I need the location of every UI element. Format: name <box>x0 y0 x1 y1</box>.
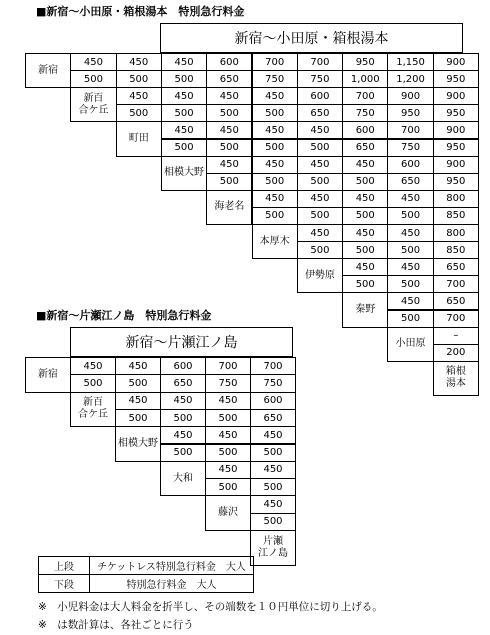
fare-cell-upper: 600 <box>206 53 252 71</box>
station-cell: 海老名 <box>206 190 252 225</box>
fare-cell-upper: 450 <box>252 156 298 174</box>
fare-cell-lower: 500 <box>161 70 207 88</box>
fare-cell-lower: 500 <box>116 104 162 122</box>
fare-cell-upper: 450 <box>205 392 251 410</box>
fare-cell-lower: 700 <box>433 310 479 328</box>
fare-cell-lower: 500 <box>297 173 343 191</box>
fare-cell-upper: 650 <box>433 258 479 276</box>
fare-cell-lower: 650 <box>387 173 433 191</box>
fare-cell-upper: 450 <box>205 461 251 479</box>
fare-cell-lower: 950 <box>433 104 479 122</box>
fare-cell-lower: 500 <box>160 444 206 462</box>
fare-cell-lower: 750 <box>387 139 433 157</box>
station-cell: 片瀬 江ノ島 <box>250 530 296 566</box>
legend-upper-text: チケットレス特別急行料金 大人 <box>89 556 254 575</box>
fare-cell-lower: 200 <box>433 344 479 362</box>
fare-cell-lower: 750 <box>252 70 298 88</box>
fare-cell-upper: 450 <box>70 357 116 375</box>
fare-cell-upper: 450 <box>250 426 296 444</box>
fare-cell-upper: 450 <box>161 53 207 71</box>
fare-cell-lower: 500 <box>252 104 298 122</box>
fare-cell-upper: 800 <box>433 190 479 208</box>
fare-cell-lower: 950 <box>433 139 479 157</box>
fare-cell-lower: 500 <box>252 139 298 157</box>
station-cell: 町田 <box>116 121 162 156</box>
station-cell: 新百 合ケ丘 <box>70 87 116 122</box>
fare-cell-lower: 500 <box>387 241 433 259</box>
fare-cell-upper: 450 <box>342 190 388 208</box>
legend-lower-text: 特別急行料金 大人 <box>89 574 254 593</box>
fare-cell-upper: 450 <box>206 156 252 174</box>
fare-cell-upper: 450 <box>115 357 161 375</box>
fare-cell-lower: 650 <box>160 374 206 392</box>
fare-table-2-title: ■新宿〜片瀬江ノ島 特別急行料金 <box>36 309 212 322</box>
station-cell: 藤沢 <box>205 495 251 531</box>
fare-cell-lower: 1,200 <box>387 70 433 88</box>
fare-cell-upper: 450 <box>297 190 343 208</box>
fare-cell-upper: 600 <box>387 156 433 174</box>
station-cell: 秦野 <box>342 292 388 327</box>
fare-cell-upper: 450 <box>342 258 388 276</box>
fare-cell-lower: 500 <box>387 207 433 225</box>
station-cell: 大和 <box>160 461 206 497</box>
fare-cell-upper: 450 <box>250 495 296 513</box>
fare-cell-lower: 500 <box>252 173 298 191</box>
fare-cell-upper: 450 <box>387 258 433 276</box>
fare-cell-upper: 450 <box>161 87 207 105</box>
fare-cell-lower: 500 <box>387 275 433 293</box>
station-cell: 新宿 <box>25 357 71 393</box>
fare-cell-upper: 450 <box>297 156 343 174</box>
station-cell: 伊勢原 <box>297 258 343 293</box>
legend-upper-label: 上段 <box>38 556 90 575</box>
fare-cell-upper: 900 <box>433 53 479 71</box>
fare-cell-upper: 450 <box>116 87 162 105</box>
fare-cell-lower: 950 <box>433 70 479 88</box>
fare-cell-lower: 500 <box>161 104 207 122</box>
fare-cell-upper: 450 <box>160 392 206 410</box>
fare-cell-upper: 450 <box>161 121 207 139</box>
fare-cell-lower: 750 <box>205 374 251 392</box>
fare-cell-lower: 1,000 <box>342 70 388 88</box>
fare-cell-lower: 500 <box>206 173 252 191</box>
fare-cell-lower: 500 <box>116 70 162 88</box>
fare-cell-upper: 900 <box>433 121 479 139</box>
fare-cell-upper: 800 <box>433 224 479 242</box>
note-2: ※ は数計算は、各社ごとに行う <box>38 619 194 631</box>
fare-cell-upper: 450 <box>205 426 251 444</box>
note-1: ※ 小児料金は大人料金を折半し、その端数を１０円単位に切り上げる。 <box>38 601 383 613</box>
fare-cell-lower: 500 <box>297 241 343 259</box>
fare-cell-lower: 500 <box>297 207 343 225</box>
fare-cell-lower: 500 <box>70 70 116 88</box>
fare-cell-upper: 700 <box>252 53 298 71</box>
fare-cell-upper: 600 <box>160 357 206 375</box>
fare-cell-lower: 500 <box>342 207 388 225</box>
fare-cell-lower: 500 <box>115 409 161 427</box>
fare-cell-lower: 500 <box>205 409 251 427</box>
fare-cell-lower: 850 <box>433 241 479 259</box>
fare-cell-upper: 600 <box>342 121 388 139</box>
fare-cell-upper: 900 <box>387 87 433 105</box>
station-cell: 新百 合ケ丘 <box>70 392 116 428</box>
fare-cell-lower: 500 <box>252 207 298 225</box>
fare-cell-lower: 500 <box>342 173 388 191</box>
fare-cell-upper: 450 <box>252 87 298 105</box>
fare-table-2-header: 新宿〜片瀬江ノ島 <box>70 327 293 357</box>
fare-cell-lower: 750 <box>342 104 388 122</box>
fare-cell-lower: 500 <box>250 513 296 531</box>
fare-cell-lower: 500 <box>205 444 251 462</box>
fare-cell-upper: 450 <box>342 224 388 242</box>
station-cell: 小田原 <box>387 327 433 362</box>
fare-cell-upper: 450 <box>206 121 252 139</box>
fare-cell-upper: 450 <box>206 87 252 105</box>
legend-lower-label: 下段 <box>38 574 90 593</box>
fare-cell-lower: 500 <box>250 478 296 496</box>
fare-cell-upper: 450 <box>250 461 296 479</box>
fare-cell-lower: 950 <box>387 104 433 122</box>
fare-cell-lower: 650 <box>206 70 252 88</box>
fare-cell-upper: 450 <box>342 156 388 174</box>
fare-cell-lower: 500 <box>250 444 296 462</box>
fare-cell-lower: 500 <box>206 104 252 122</box>
fare-cell-upper: 450 <box>387 292 433 310</box>
fare-cell-upper: 450 <box>70 53 116 71</box>
fare-cell-upper: – <box>433 327 479 345</box>
fare-cell-lower: 500 <box>206 139 252 157</box>
fare-cell-upper: 650 <box>433 292 479 310</box>
fare-cell-lower: 500 <box>160 409 206 427</box>
fare-cell-upper: 600 <box>297 87 343 105</box>
fare-cell-lower: 500 <box>115 374 161 392</box>
fare-cell-upper: 700 <box>342 87 388 105</box>
fare-cell-lower: 500 <box>70 374 116 392</box>
fare-cell-lower: 650 <box>342 139 388 157</box>
fare-cell-upper: 700 <box>297 53 343 71</box>
station-cell: 本厚木 <box>252 224 298 259</box>
fare-cell-lower: 950 <box>433 173 479 191</box>
fare-cell-lower: 500 <box>161 139 207 157</box>
fare-cell-lower: 650 <box>250 409 296 427</box>
station-cell: 箱根 湯本 <box>433 361 479 396</box>
station-cell: 相模大野 <box>161 156 207 191</box>
station-cell: 新宿 <box>25 53 71 88</box>
fare-cell-lower: 750 <box>297 70 343 88</box>
fare-table-1-header: 新宿〜小田原・箱根湯本 <box>160 23 463 53</box>
fare-cell-upper: 700 <box>250 357 296 375</box>
fare-cell-upper: 700 <box>205 357 251 375</box>
fare-cell-lower: 500 <box>297 139 343 157</box>
fare-cell-upper: 1,150 <box>387 53 433 71</box>
fare-cell-lower: 750 <box>250 374 296 392</box>
fare-cell-upper: 950 <box>342 53 388 71</box>
fare-cell-lower: 650 <box>297 104 343 122</box>
fare-cell-lower: 500 <box>387 310 433 328</box>
fare-cell-lower: 850 <box>433 207 479 225</box>
fare-cell-upper: 450 <box>116 53 162 71</box>
fare-cell-upper: 450 <box>252 121 298 139</box>
station-cell: 相模大野 <box>115 426 161 462</box>
fare-table-1-title: ■新宿〜小田原・箱根湯本 特別急行料金 <box>36 5 245 18</box>
fare-cell-upper: 450 <box>297 224 343 242</box>
fare-cell-upper: 450 <box>387 224 433 242</box>
fare-cell-lower: 700 <box>433 275 479 293</box>
fare-cell-lower: 500 <box>342 275 388 293</box>
fare-cell-upper: 450 <box>387 190 433 208</box>
fare-cell-upper: 450 <box>115 392 161 410</box>
fare-cell-lower: 500 <box>342 241 388 259</box>
fare-cell-upper: 450 <box>297 121 343 139</box>
fare-cell-upper: 900 <box>433 156 479 174</box>
fare-cell-lower: 500 <box>205 478 251 496</box>
fare-cell-upper: 450 <box>252 190 298 208</box>
fare-cell-upper: 700 <box>387 121 433 139</box>
fare-cell-upper: 900 <box>433 87 479 105</box>
fare-cell-upper: 600 <box>250 392 296 410</box>
fare-cell-upper: 450 <box>160 426 206 444</box>
